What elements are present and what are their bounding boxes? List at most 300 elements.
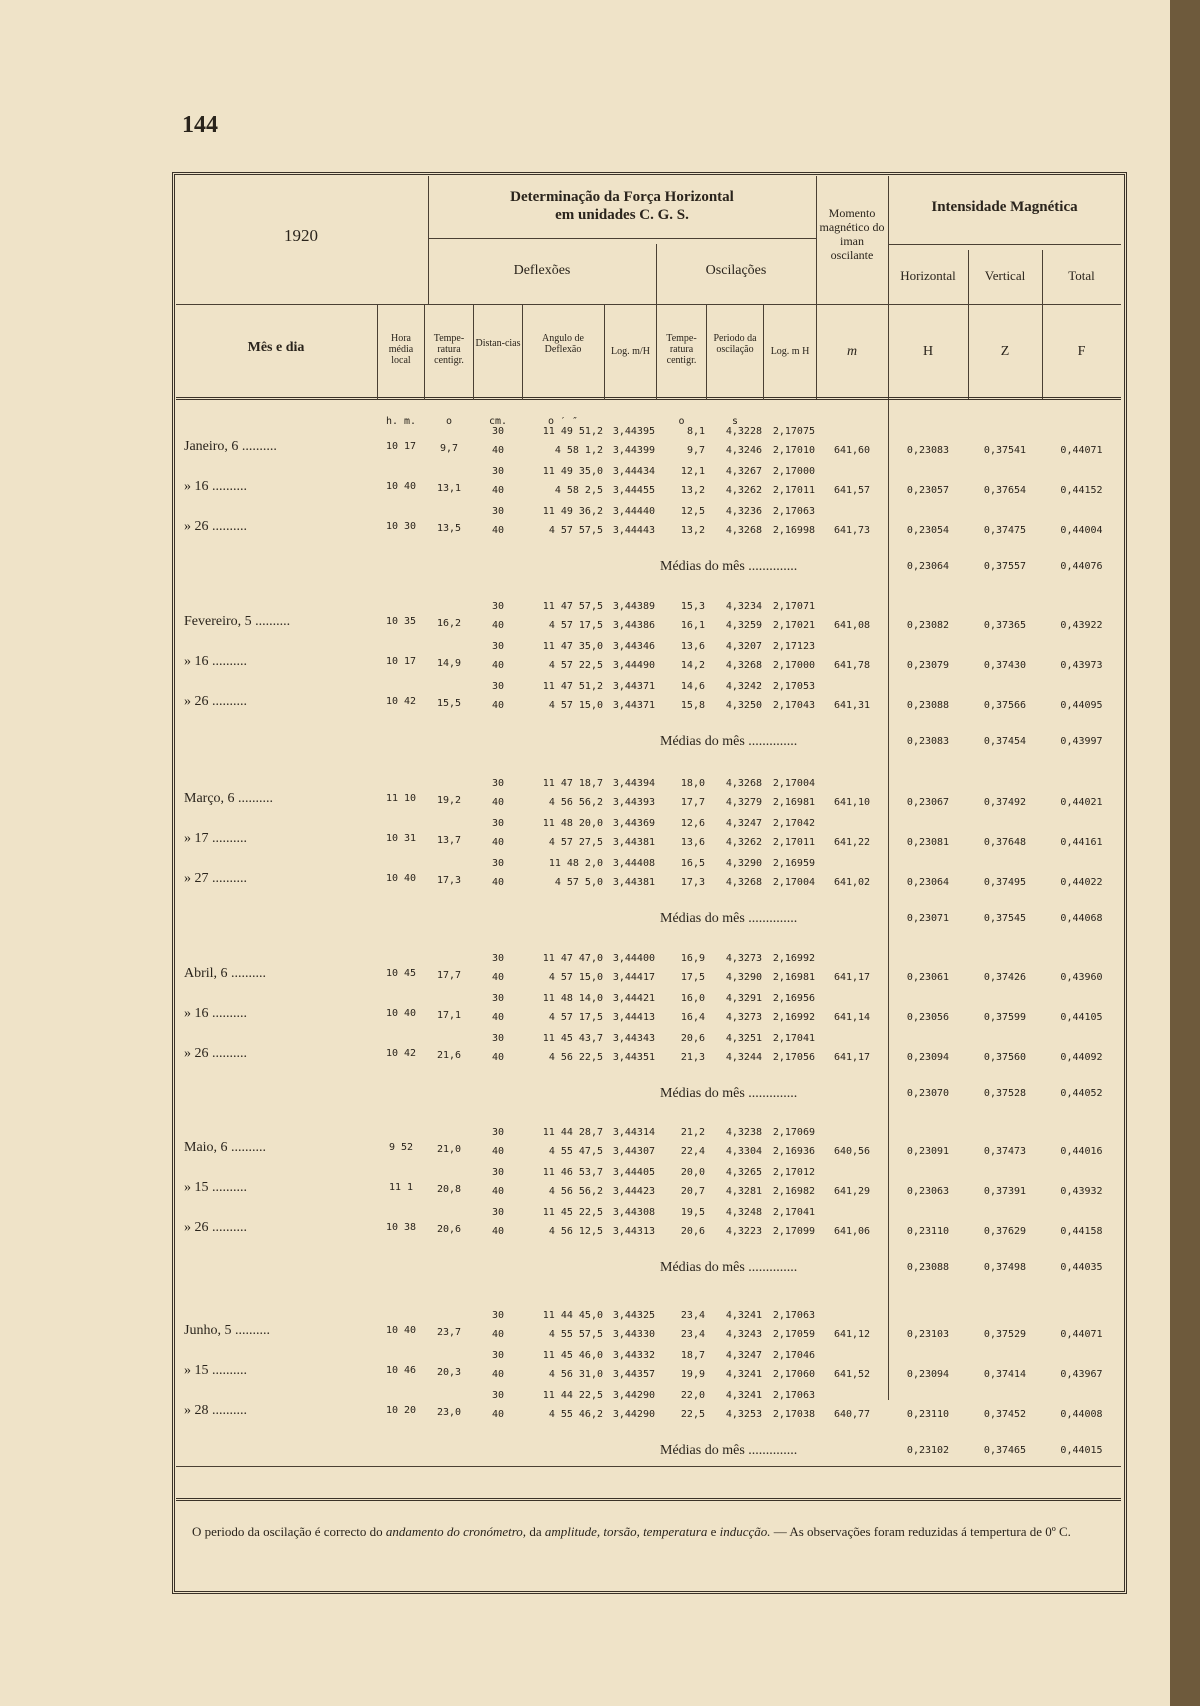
unit-hm: h. m.: [385, 416, 417, 427]
data-cell: 11 47 47,0: [542, 953, 603, 964]
col-log-mh: Log. m/H: [611, 346, 650, 357]
H-cell: 0,23094: [906, 1369, 950, 1380]
data-cell: 3,44381: [612, 837, 655, 848]
data-cell: 40: [491, 837, 505, 848]
hora-cell: 10 38: [385, 1222, 417, 1233]
data-cell: 3,44393: [612, 797, 655, 808]
F-cell: 0,43960: [1060, 972, 1103, 983]
data-cell: 4 56 12,5: [548, 1226, 603, 1237]
data-cell: 2,16998: [772, 525, 815, 536]
data-cell: 3,44389: [612, 601, 655, 612]
note-text: — As observações foram reduzidas á tempertura de 0º C.: [770, 1524, 1071, 1539]
data-cell: 3,44330: [612, 1329, 655, 1340]
data-cell: 30: [491, 1127, 505, 1138]
Z-cell: 0,37529: [983, 1329, 1027, 1340]
horizontal-heading: Horizontal: [900, 268, 956, 283]
data-cell: 3,44399: [612, 445, 655, 456]
data-cell: 11 44 28,7: [542, 1127, 603, 1138]
data-cell: 4,3262: [725, 837, 762, 848]
medias-Z: 0,37454: [983, 736, 1027, 747]
data-cell: 11 48 14,0: [542, 993, 603, 1004]
data-cell: 2,17059: [772, 1329, 815, 1340]
data-cell: 23,4: [680, 1310, 705, 1321]
oscilacoes-heading: Oscilações: [705, 263, 767, 278]
page-number: 144: [182, 112, 218, 138]
H-cell: 0,23091: [906, 1146, 950, 1157]
data-cell: 40: [491, 445, 505, 456]
data-cell: 3,44325: [612, 1310, 655, 1321]
data-cell: 11 44 22,5: [542, 1390, 603, 1401]
m-cell: 641,02: [833, 877, 871, 888]
data-cell: 2,17056: [772, 1052, 815, 1063]
data-cell: 4,3236: [725, 506, 762, 517]
data-cell: 11 47 51,2: [542, 681, 603, 692]
data-cell: 21,2: [680, 1127, 705, 1138]
data-cell: 4 57 57,5: [548, 525, 603, 536]
data-cell: 3,44307: [612, 1146, 655, 1157]
data-cell: 8,1: [686, 426, 705, 437]
data-cell: 4 57 27,5: [548, 837, 603, 848]
hora-cell: 11 1: [388, 1182, 414, 1193]
day-label: » 26 ..........: [184, 1046, 247, 1061]
data-cell: 16,0: [680, 993, 705, 1004]
m-cell: 641,14: [833, 1012, 871, 1023]
data-cell: 3,44343: [612, 1033, 655, 1044]
data-cell: 2,17011: [772, 485, 815, 496]
temp-cell: 13,5: [436, 523, 462, 534]
data-cell: 3,44346: [612, 641, 655, 652]
medias-F: 0,44068: [1060, 913, 1103, 924]
note-italic: amplitude, torsão, temperatura: [544, 1524, 708, 1539]
H-cell: 0,23057: [906, 485, 950, 496]
title-line1: Determinação da Força Horizontal: [510, 189, 734, 205]
data-cell: 3,44421: [612, 993, 655, 1004]
H-cell: 0,23067: [906, 797, 950, 808]
data-cell: 40: [491, 1226, 505, 1237]
data-cell: 30: [491, 426, 505, 437]
data-cell: 4 56 56,2: [548, 1186, 603, 1197]
vertical-heading: Vertical: [984, 268, 1026, 283]
data-cell: 14,2: [680, 660, 705, 671]
medias-H: 0,23102: [906, 1445, 950, 1456]
m-cell: 641,29: [833, 1186, 871, 1197]
medias-F: 0,43997: [1060, 736, 1103, 747]
hora-cell: 10 40: [385, 873, 417, 884]
data-cell: 13,6: [680, 837, 705, 848]
Z-cell: 0,37475: [983, 525, 1027, 536]
note-text: da: [526, 1524, 545, 1539]
data-cell: 4,3268: [725, 877, 762, 888]
temp-cell: 20,6: [436, 1224, 462, 1235]
data-cell: 40: [491, 485, 505, 496]
data-cell: 4 55 47,5: [548, 1146, 603, 1157]
data-cell: 2,17063: [772, 1310, 815, 1321]
data-cell: 11 45 22,5: [542, 1207, 603, 1218]
data-cell: 40: [491, 525, 505, 536]
data-cell: 4,3238: [725, 1127, 762, 1138]
data-cell: 4,3228: [725, 426, 762, 437]
data-cell: 4,3242: [725, 681, 762, 692]
data-cell: 3,44440: [612, 506, 655, 517]
F-cell: 0,44022: [1060, 877, 1103, 888]
hora-cell: 10 40: [385, 481, 417, 492]
medias-Z: 0,37465: [983, 1445, 1027, 1456]
deflexoes-heading: Deflexões: [513, 263, 571, 278]
H-cell: 0,23082: [906, 620, 950, 631]
H-cell: 0,23088: [906, 700, 950, 711]
col-dist: Distan-cias: [475, 338, 521, 349]
data-cell: 2,17004: [772, 778, 815, 789]
data-cell: 2,17000: [772, 466, 815, 477]
data-cell: 40: [491, 1012, 505, 1023]
Z-cell: 0,37452: [983, 1409, 1027, 1420]
medias-label: Médias do mês ..............: [660, 1443, 798, 1458]
medias-H: 0,23083: [906, 736, 950, 747]
data-cell: 2,17012: [772, 1167, 815, 1178]
data-cell: 3,44386: [612, 620, 655, 631]
page-edge: [1170, 0, 1200, 1706]
data-cell: 11 47 35,0: [542, 641, 603, 652]
data-cell: 3,44357: [612, 1369, 655, 1380]
day-label: » 16 ..........: [184, 654, 247, 669]
data-cell: 4,3291: [725, 993, 762, 1004]
data-cell: 20,6: [680, 1226, 705, 1237]
data-cell: 15,8: [680, 700, 705, 711]
day-label: Março, 6 ..........: [184, 791, 274, 806]
hora-cell: 10 40: [385, 1325, 417, 1336]
day-label: » 15 ..........: [184, 1180, 247, 1195]
data-cell: 4,3268: [725, 660, 762, 671]
data-cell: 11 49 35,0: [542, 466, 603, 477]
Z-cell: 0,37492: [983, 797, 1027, 808]
temp-cell: 23,7: [436, 1327, 462, 1338]
data-cell: 2,17043: [772, 700, 815, 711]
F-cell: 0,44021: [1060, 797, 1103, 808]
H-cell: 0,23079: [906, 660, 950, 671]
data-cell: 4,3241: [725, 1390, 762, 1401]
medias-F: 0,44076: [1060, 561, 1103, 572]
data-cell: 40: [491, 660, 505, 671]
Z-cell: 0,37430: [983, 660, 1027, 671]
data-cell: 3,44413: [612, 1012, 655, 1023]
col-log-m-h: Log. m H: [770, 346, 810, 357]
data-cell: 40: [491, 972, 505, 983]
day-label: » 27 ..........: [184, 871, 247, 886]
hora-cell: 10 17: [385, 441, 417, 452]
data-cell: 30: [491, 601, 505, 612]
temp-cell: 13,7: [436, 835, 462, 846]
data-cell: 2,17042: [772, 818, 815, 829]
Z-cell: 0,37365: [983, 620, 1027, 631]
data-cell: 30: [491, 1390, 505, 1401]
Z-cell: 0,37648: [983, 837, 1027, 848]
H-cell: 0,23110: [906, 1409, 950, 1420]
H-cell: 0,23064: [906, 877, 950, 888]
data-cell: 16,4: [680, 1012, 705, 1023]
data-cell: 2,17038: [772, 1409, 815, 1420]
data-cell: 20,6: [680, 1033, 705, 1044]
col-m: m: [846, 344, 858, 359]
F-cell: 0,44105: [1060, 1012, 1103, 1023]
data-cell: 2,17071: [772, 601, 815, 612]
data-cell: 2,17046: [772, 1350, 815, 1361]
data-cell: 3,44394: [612, 778, 655, 789]
data-cell: 4,3247: [725, 818, 762, 829]
Z-cell: 0,37541: [983, 445, 1027, 456]
data-cell: 3,44371: [612, 700, 655, 711]
F-cell: 0,43922: [1060, 620, 1103, 631]
hora-cell: 9 52: [388, 1142, 414, 1153]
data-cell: 13,6: [680, 641, 705, 652]
F-cell: 0,44004: [1060, 525, 1103, 536]
H-cell: 0,23054: [906, 525, 950, 536]
data-cell: 2,17099: [772, 1226, 815, 1237]
temp-cell: 20,8: [436, 1184, 462, 1195]
data-cell: 12,6: [680, 818, 705, 829]
data-cell: 4,3241: [725, 1310, 762, 1321]
medias-H: 0,23088: [906, 1262, 950, 1273]
data-cell: 13,2: [680, 485, 705, 496]
data-cell: 4 57 15,0: [548, 972, 603, 983]
data-cell: 4 55 46,2: [548, 1409, 603, 1420]
day-label: » 26 ..........: [184, 694, 247, 709]
data-cell: 4,3241: [725, 1369, 762, 1380]
data-cell: 30: [491, 1207, 505, 1218]
data-cell: 3,44369: [612, 818, 655, 829]
data-cell: 2,16981: [772, 797, 815, 808]
medias-label: Médias do mês ..............: [660, 911, 798, 926]
hora-cell: 10 35: [385, 616, 417, 627]
data-cell: 22,5: [680, 1409, 705, 1420]
col-temp1: Tempe-ratura centigr.: [433, 333, 465, 366]
data-cell: 40: [491, 1186, 505, 1197]
data-cell: 30: [491, 1310, 505, 1321]
data-cell: 11 47 18,7: [542, 778, 603, 789]
data-cell: 4,3207: [725, 641, 762, 652]
data-cell: 4 55 57,5: [548, 1329, 603, 1340]
temp-cell: 20,3: [436, 1367, 462, 1378]
data-cell: 3,44443: [612, 525, 655, 536]
temp-cell: 16,2: [436, 618, 462, 629]
F-cell: 0,44092: [1060, 1052, 1103, 1063]
data-cell: 2,17041: [772, 1033, 815, 1044]
Z-cell: 0,37426: [983, 972, 1027, 983]
data-cell: 2,17060: [772, 1369, 815, 1380]
medias-H: 0,23071: [906, 913, 950, 924]
temp-cell: 21,0: [436, 1144, 462, 1155]
Z-cell: 0,37629: [983, 1226, 1027, 1237]
data-cell: 4,3247: [725, 1350, 762, 1361]
data-cell: 4,3250: [725, 700, 762, 711]
col-hora: Hora média local: [388, 333, 414, 366]
data-cell: 4,3290: [725, 972, 762, 983]
footnote: [192, 1522, 1092, 1541]
day-label: » 26 ..........: [184, 519, 247, 534]
hora-cell: 10 17: [385, 656, 417, 667]
data-cell: 3,44434: [612, 466, 655, 477]
day-label: » 28 ..........: [184, 1403, 247, 1418]
momento-heading: Momento magnético do iman oscilante: [819, 206, 885, 262]
data-cell: 30: [491, 1033, 505, 1044]
medias-Z: 0,37528: [983, 1088, 1027, 1099]
data-cell: 16,9: [680, 953, 705, 964]
data-cell: 3,44371: [612, 681, 655, 692]
note-italic: inducção.: [719, 1524, 771, 1539]
data-cell: 3,44408: [612, 858, 655, 869]
data-cell: 3,44308: [612, 1207, 655, 1218]
data-cell: 11 45 46,0: [542, 1350, 603, 1361]
data-cell: 13,2: [680, 525, 705, 536]
day-label: » 16 ..........: [184, 479, 247, 494]
data-cell: 40: [491, 620, 505, 631]
data-cell: 30: [491, 953, 505, 964]
medias-label: Médias do mês ..............: [660, 1260, 798, 1275]
medias-Z: 0,37498: [983, 1262, 1027, 1273]
temp-cell: 21,6: [436, 1050, 462, 1061]
data-cell: 30: [491, 778, 505, 789]
data-cell: 4,3253: [725, 1409, 762, 1420]
temp-cell: 17,1: [436, 1010, 462, 1021]
data-cell: 3,44455: [612, 485, 655, 496]
m-cell: 641,22: [833, 837, 871, 848]
temp-cell: 23,0: [436, 1407, 462, 1418]
F-cell: 0,44016: [1060, 1146, 1103, 1157]
year-label: 1920: [284, 226, 318, 245]
data-cell: 40: [491, 1146, 505, 1157]
unit-ang: o ′ ″: [547, 416, 579, 427]
col-temp2: Tempe-ratura centigr.: [666, 333, 697, 366]
data-cell: 2,17053: [772, 681, 815, 692]
col-F: F: [1077, 344, 1086, 359]
data-cell: 19,9: [680, 1369, 705, 1380]
data-cell: 30: [491, 818, 505, 829]
day-label: Janeiro, 6 ..........: [184, 439, 277, 454]
data-cell: 3,44314: [612, 1127, 655, 1138]
data-cell: 11 44 45,0: [542, 1310, 603, 1321]
note-italic: andamento do cronómetro,: [385, 1524, 527, 1539]
day-label: Junho, 5 ..........: [184, 1323, 270, 1338]
data-cell: 2,17010: [772, 445, 815, 456]
data-cell: 40: [491, 1052, 505, 1063]
m-cell: 641,06: [833, 1226, 871, 1237]
data-cell: 18,0: [680, 778, 705, 789]
F-cell: 0,44152: [1060, 485, 1103, 496]
Z-cell: 0,37566: [983, 700, 1027, 711]
day-label: Abril, 6 ..........: [184, 966, 267, 981]
m-cell: 641,78: [833, 660, 871, 671]
data-cell: 40: [491, 1409, 505, 1420]
data-cell: 11 49 51,2: [542, 426, 603, 437]
data-cell: 4 56 31,0: [548, 1369, 603, 1380]
data-cell: 4,3273: [725, 953, 762, 964]
day-label: Fevereiro, 5 ..........: [184, 614, 291, 629]
data-cell: 4,3262: [725, 485, 762, 496]
data-cell: 4,3244: [725, 1052, 762, 1063]
data-cell: 20,0: [680, 1167, 705, 1178]
data-cell: 11 49 36,2: [542, 506, 603, 517]
Z-cell: 0,37560: [983, 1052, 1027, 1063]
temp-cell: 17,3: [436, 875, 462, 886]
data-cell: 4,3273: [725, 1012, 762, 1023]
data-cell: 20,7: [680, 1186, 705, 1197]
day-label: » 17 ..........: [184, 831, 247, 846]
data-cell: 23,4: [680, 1329, 705, 1340]
data-cell: 3,44490: [612, 660, 655, 671]
H-cell: 0,23081: [906, 837, 950, 848]
data-cell: 3,44405: [612, 1167, 655, 1178]
col-H: H: [922, 344, 934, 359]
col-mes-dia: Mês e dia: [247, 340, 305, 355]
unit-cm: cm.: [488, 416, 508, 427]
F-cell: 0,43973: [1060, 660, 1103, 671]
data-cell: 30: [491, 506, 505, 517]
data-cell: 2,17041: [772, 1207, 815, 1218]
data-cell: 40: [491, 1329, 505, 1340]
data-cell: 11 45 43,7: [542, 1033, 603, 1044]
data-cell: 4,3268: [725, 525, 762, 536]
data-cell: 2,16992: [772, 953, 815, 964]
hora-cell: 10 40: [385, 1008, 417, 1019]
data-cell: 40: [491, 877, 505, 888]
data-cell: 2,17075: [772, 426, 815, 437]
data-cell: 30: [491, 858, 505, 869]
medias-Z: 0,37545: [983, 913, 1027, 924]
day-label: » 16 ..........: [184, 1006, 247, 1021]
data-cell: 4,3304: [725, 1146, 762, 1157]
hora-cell: 10 30: [385, 521, 417, 532]
m-cell: 641,10: [833, 797, 871, 808]
data-cell: 30: [491, 1167, 505, 1178]
F-cell: 0,44071: [1060, 1329, 1103, 1340]
data-cell: 14,6: [680, 681, 705, 692]
temp-cell: 9,7: [439, 443, 459, 454]
data-cell: 4,3290: [725, 858, 762, 869]
data-cell: 2,17069: [772, 1127, 815, 1138]
medias-label: Médias do mês ..............: [660, 734, 798, 749]
data-cell: 15,3: [680, 601, 705, 612]
data-cell: 17,7: [680, 797, 705, 808]
col-Z: Z: [1000, 344, 1010, 359]
note-text: e: [707, 1524, 720, 1539]
data-cell: 2,17004: [772, 877, 815, 888]
data-cell: 2,17063: [772, 506, 815, 517]
H-cell: 0,23056: [906, 1012, 950, 1023]
data-cell: 4,3248: [725, 1207, 762, 1218]
data-cell: 2,17011: [772, 837, 815, 848]
data-cell: 3,44313: [612, 1226, 655, 1237]
title-line2: em unidades C. G. S.: [555, 207, 689, 223]
data-cell: 40: [491, 797, 505, 808]
temp-cell: 19,2: [436, 795, 462, 806]
day-label: » 15 ..........: [184, 1363, 247, 1378]
Z-cell: 0,37599: [983, 1012, 1027, 1023]
Z-cell: 0,37473: [983, 1146, 1027, 1157]
data-cell: 4 58 2,5: [554, 485, 603, 496]
data-cell: 3,44395: [612, 426, 655, 437]
data-cell: 2,17123: [772, 641, 815, 652]
medias-Z: 0,37557: [983, 561, 1027, 572]
data-cell: 4,3243: [725, 1329, 762, 1340]
data-cell: 11 47 57,5: [542, 601, 603, 612]
Z-cell: 0,37495: [983, 877, 1027, 888]
H-cell: 0,23061: [906, 972, 950, 983]
data-cell: 30: [491, 993, 505, 1004]
data-cell: 21,3: [680, 1052, 705, 1063]
data-cell: 4,3234: [725, 601, 762, 612]
m-cell: 641,08: [833, 620, 871, 631]
F-cell: 0,44095: [1060, 700, 1103, 711]
m-cell: 641,73: [833, 525, 871, 536]
